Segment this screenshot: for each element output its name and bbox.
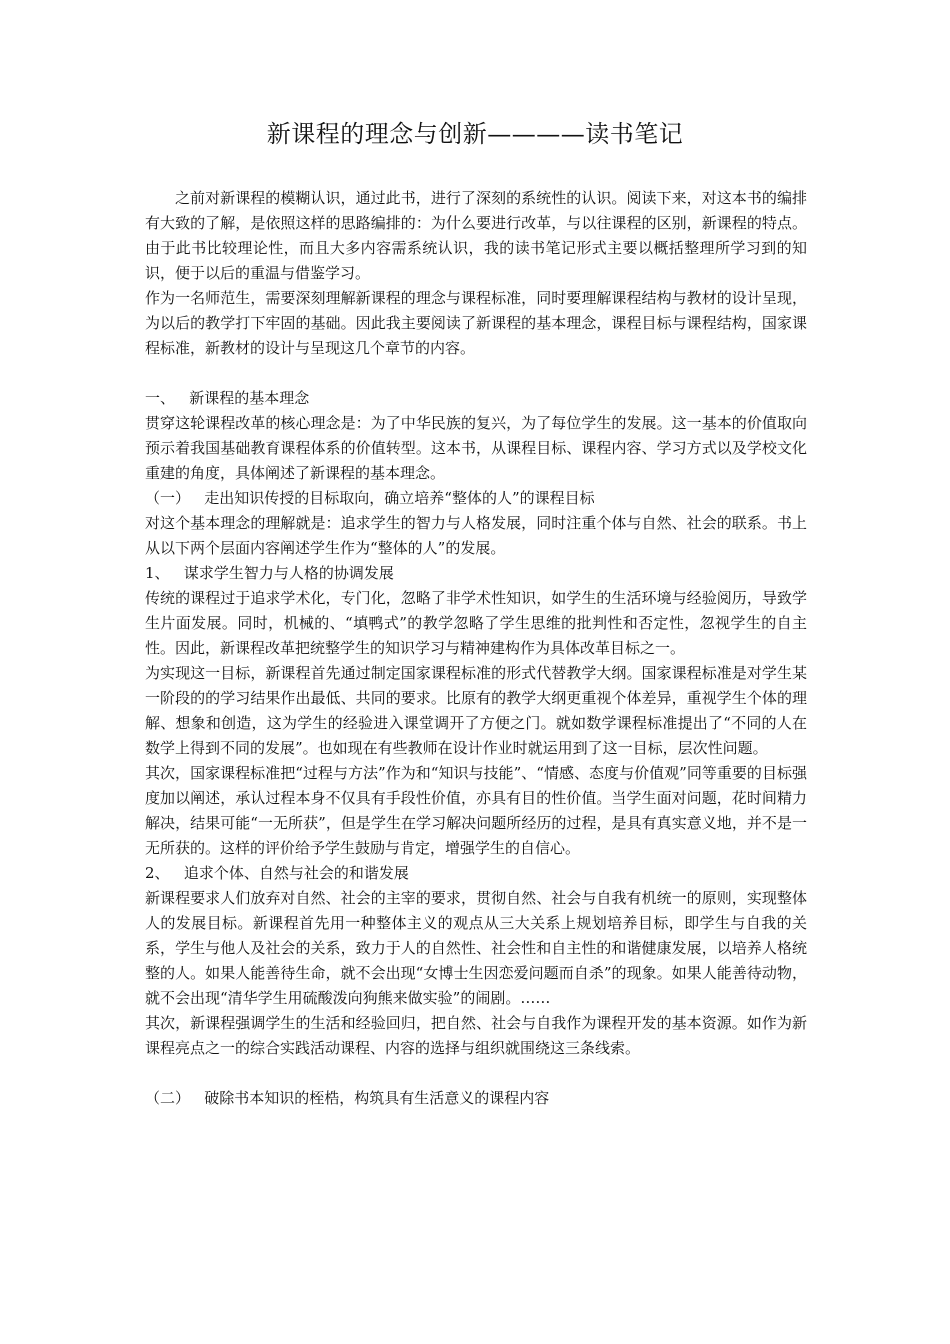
point-1-body-c: 其次，国家课程标准把“过程与方法”作为和“知识与技能”、“情感、态度与价值观”同等重要的目标强度加以阐述，承认过程本身不仅具有手段性价值，亦具有目的性价值。当学生面对问题，花时间精力解决，结果可能“一无所获”，但是学生在学习解决问题所经历的过程，是具有真实意义地，并不是一无所获的。这样的评价给予学生鼓励与肯定，增强学生的自信心。 <box>145 764 807 857</box>
document-title: 新课程的理念与创新————读书笔记 <box>266 120 684 148</box>
point-1-body-b: 为实现这一目标，新课程首先通过制定国家课程标准的形式代替教学大纲。国家课程标准是对学生某一阶段的的学习结果作出最低、共同的要求。比原有的教学大纲更重视个体差异，重视学生个体的理解、想象和创造，这为学生的经验进入课堂调开了方便之门。就如数学课程标准提出了“不同的人在数学上得到不同的发展”。也如现在有些教师在设计作业时就运用到了这一目标，层次性问题。 <box>145 664 807 757</box>
point-1-heading: 1、 谋求学生智力与人格的协调发展 <box>145 564 394 582</box>
subsection-1-body: 对这个基本理念的理解就是：追求学生的智力与人格发展，同时注重个体与自然、社会的联系。书上从以下两个层面内容阐述学生作为“整体的人”的发展。 <box>145 514 807 557</box>
subsection-1-heading: （一） 走出知识传授的目标取向，确立培养“整体的人”的课程目标 <box>145 489 595 507</box>
subsection-2-heading: （二） 破除书本知识的桎梏，构筑具有生活意义的课程内容 <box>145 1089 550 1107</box>
section-1-heading: 一、 新课程的基本理念 <box>145 389 310 407</box>
point-1-body-a: 传统的课程过于追求学术化，专门化，忽略了非学术性知识，如学生的生活环境与经验阅历，导致学生片面发展。同时，机械的、“填鸭式”的教学忽略了学生思维的批判性和否定性，忽视学生的自主性。因此，新课程改革把统整学生的知识学习与精神建构作为具体改革目标之一。 <box>145 589 807 657</box>
point-2-heading: 2、 追求个体、自然与社会的和谐发展 <box>145 864 409 882</box>
paragraph-gap <box>145 361 807 386</box>
point-2-body-b: 其次，新课程强调学生的生活和经验回归，把自然、社会与自我作为课程开发的基本资源。如作为新课程亮点之一的综合实践活动课程、内容的选择与组织就围绕这三条线索。 <box>145 1014 807 1057</box>
intro-paragraph-1: 之前对新课程的模糊认识，通过此书，进行了深刻的系统性的认识。阅读下来，对这本书的编排有大致的了解，是依照这样的思路编排的：为什么要进行改革，与以往课程的区别，新课程的特点。由于此书比较理论性，而且大多内容需系统认识，我的读书笔记形式主要以概括整理所学习到的知识，便于以后的重温与借鉴学习。 <box>145 189 807 282</box>
section-1-body: 贯穿这轮课程改革的核心理念是：为了中华民族的复兴，为了每位学生的发展。这一基本的价值取向预示着我国基础教育课程体系的价值转型。这本书，从课程目标、课程内容、学习方式以及学校文化重建的角度，具体阐述了新课程的基本理念。 <box>145 414 807 482</box>
document-body <box>145 186 807 1111</box>
point-2-body-a: 新课程要求人们放弃对自然、社会的主宰的要求，贯彻自然、社会与自我有机统一的原则，实现整体人的发展目标。新课程首先用一种整体主义的观点从三大关系上规划培养目标，即学生与自我的关系，学生与他人及社会的关系，致力于人的自然性、社会性和自主性的和谐健康发展，以培养人格统整的人。如果人能善待生命，就不会出现“女博士生因恋爱问题而自杀”的现象。如果人能善待动物，就不会出现“清华学生用硫酸泼向狗熊来做实验”的闹剧。…… <box>145 889 807 1007</box>
intro-paragraph-2: 作为一名师范生，需要深刻理解新课程的理念与课程标准，同时要理解课程结构与教材的设计呈现，为以后的教学打下牢固的基础。因此我主要阅读了新课程的基本理念，课程目标与课程结构，国家课程标准，新教材的设计与呈现这几个章节的内容。 <box>145 289 807 357</box>
paragraph-gap <box>145 1061 807 1086</box>
